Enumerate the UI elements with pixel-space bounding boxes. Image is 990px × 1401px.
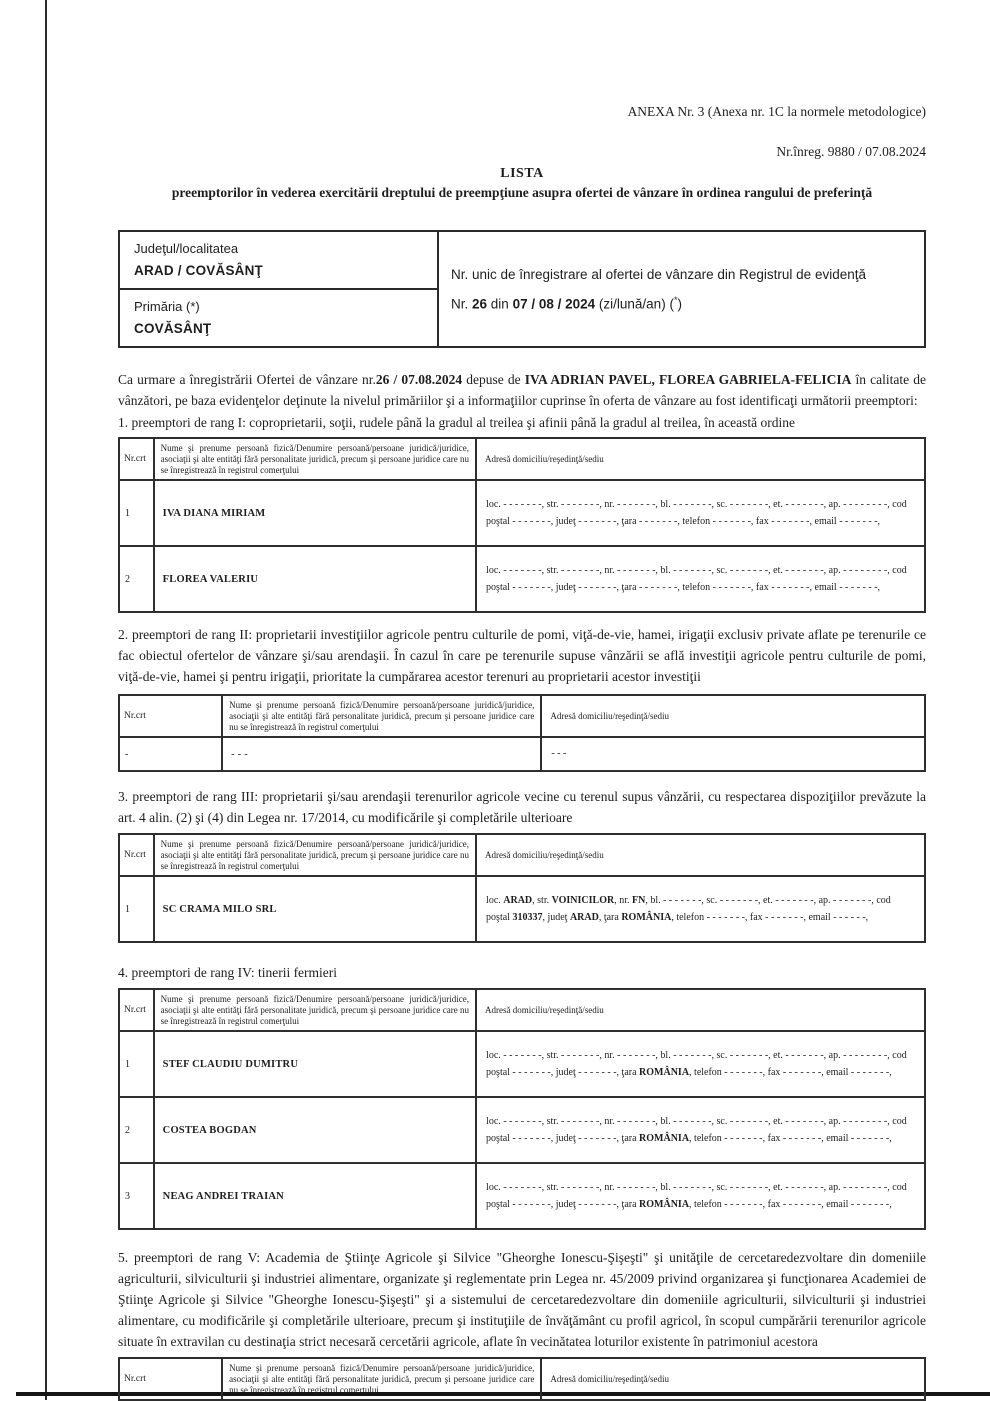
table-row [119,1097,925,1163]
table-header-name: Nume şi prenume persoană fizică/Denumire persoană/persoane juridică/juridice, asociaţii şi alte entităţi fără personalitate juridică, precum şi persoane juridice care nu se înregistrează în registrul comerţului [154,438,476,480]
table-row [119,876,925,942]
row-number-cell: 2 [119,546,154,612]
section-heading-rank5: 5. preemptori de rang V: Academia de Ştiinţe Agricole şi Silvice "Gheorghe Ionescu-Şişeşti" şi unităţile de cercetaredezvoltare din domeniile agriculturii, silviculturii şi industriei alimentare, organizate şi reglementate prin Legea nr. 45/2009 privind organizarea şi funcţionarea Academiei de Ştiinţe Agricole şi Silvice "Gheorghe Ionescu-Şişeşti" şi a sistemului de cercetaredezvoltare din domeniile agriculturii, silviculturii şi industriei alimentare, cu modificările şi completările ulterioare, precum şi instituţiile de învăţământ cu profil agricol, în scopul cumpărării terenurilor agricole situate în extravilan cu destinaţia strict necesară cercetării agricole, aflate în vecinătatea loturilor existente în patrimoniul acestora [118,1250,926,1349]
cityhall-value: COVĂSÂNŢ [134,321,212,336]
preemptors-table [118,988,926,1230]
intro-paragraph: Ca urmare a înregistrării Ofertei de vânzare nr.26 / 07.08.2024 depuse de IVA ADRIAN PAVEL, FLOREA GABRIELA-FELICIA în calitate de vânzători, pe baza evidenţelor deţinute la nivelul primăriilor şi a informaţiilor cuprinse în oferta de vânzare au fost identificaţi următorii preemptori: [118,372,926,408]
preemptor-address-cell: loc. ARAD, str. VOINICILOR, nr. FN, bl. - - - - - - -, sc. - - - - - - -, et. - - - - - - -, ap. - - - - - - -, cod poştal 310337, judeţ ARAD, ţara ROMÂNIA, telefon - - - - - - -, fax - - - - - - -, email - - - - - -, [476,876,925,942]
rank2-table-container [118,694,926,772]
section-heading-rank1: 1. preemptori de rang I: coproprietarii, soţii, rudele până la gradul al treilea şi afinii până la gradul al treilea, în această ordine [118,415,795,430]
preemptor-address-cell: loc. - - - - - - -, str. - - - - - - -, nr. - - - - - - -, bl. - - - - - - -, sc. - - - - - - -, et. - - - - - - -, ap. - - - - - - - -, cod poştal - - - - - - -, judeţ - - - - - - -, ţara - - - - - - -, telefon - - - - - - -, fax - - - - - - -, email - - - - - - -, [476,546,925,612]
preemptor-address-cell: loc. - - - - - - -, str. - - - - - - -, nr. - - - - - - -, bl. - - - - - - -, sc. - - - - - - -, et. - - - - - - -, ap. - - - - - - - -, cod poştal - - - - - - -, judeţ - - - - - - -, ţara ROMÂNIA, telefon - - - - - - -, fax - - - - - - -, email - - - - - - -, [476,1031,925,1097]
preemptors-table [118,437,926,613]
preemptor-address-cell: loc. - - - - - - -, str. - - - - - - -, nr. - - - - - - -, bl. - - - - - - -, sc. - - - - - - -, et. - - - - - - -, ap. - - - - - - - -, cod poştal - - - - - - -, judeţ - - - - - - -, ţara ROMÂNIA, telefon - - - - - - -, fax - - - - - - -, email - - - - - - -, [476,1097,925,1163]
rank3-table-container [118,833,926,943]
table-row [119,737,925,771]
table-header-nrcrt: Nr.crt [119,1358,222,1400]
table-header-nrcrt: Nr.crt [119,989,154,1031]
table-row [119,1163,925,1229]
preemptor-name-cell: IVA DIANA MIRIAM [154,480,476,546]
table-header-address: Adresă domiciliu/reşedinţă/sediu [476,834,925,876]
rank4-table-container [118,988,926,1230]
preemptor-name-cell: STEF CLAUDIU DUMITRU [154,1031,476,1097]
offer-registration-caption: Nr. unic de înregistrare al ofertei de vânzare din Registrul de evidenţă [451,266,866,282]
table-header-address: Adresă domiciliu/reşedinţă/sediu [541,1358,925,1400]
offer-registration-cell [439,232,924,346]
preemptors-table [118,1357,926,1401]
table-header-name: Nume şi prenume persoană fizică/Denumire persoană/persoane juridică/juridice, asociaţii şi alte entităţi fără personalitate juridică, precum şi persoane juridice care nu se înregistrează în registrul comerţului [154,834,476,876]
preemptor-name-cell: COSTEA BOGDAN [154,1097,476,1163]
county-label: Judeţul/localitatea [134,241,239,256]
document-content [118,0,926,1401]
registration-number-line: Nr.înreg. 9880 / 07.08.2024 [776,144,926,159]
preemptor-name-cell: - - - [222,737,541,771]
table-header-address: Adresă domiciliu/reşedinţă/sediu [541,695,925,737]
section-heading-rank3: 3. preemptori de rang III: proprietarii şi/sau arendaşii terenurilor agricole vecine cu terenul supus vânzării, cu respectarea dispoziţiilor prevăzute la art. 4 alin. (2) şi (4) din Legea nr. 17/2014, cu modificările şi completările ulterioare [118,789,926,825]
rank1-table-container [118,437,926,613]
scan-left-edge-line [45,0,47,1400]
offer-registration-value: Nr. 26 din 07 / 08 / 2024 (zi/lună/an) (*) [451,294,682,312]
rank5-table-container [118,1357,926,1401]
cityhall-label: Primăria (*) [134,299,200,314]
table-header-nrcrt: Nr.crt [119,438,154,480]
preemptors-table [118,833,926,943]
preemptor-name-cell: NEAG ANDREI TRAIAN [154,1163,476,1229]
row-number-cell: - [119,737,222,771]
row-number-cell: 2 [119,1097,154,1163]
table-header-name: Nume şi prenume persoană fizică/Denumire persoană/persoane juridică/juridice, asociaţii şi alte entităţi fără personalitate juridică, precum şi persoane juridice care nu se înregistrează în registrul comerţului [154,989,476,1031]
annex-reference: ANEXA Nr. 3 (Anexa nr. 1C la normele metodologice) [627,104,926,119]
section-heading-rank2: 2. preemptori de rang II: proprietarii investiţiilor agricole pentru culturile de pomi, viţă-de-vie, hamei, irigaţii exclusiv private aflate pe terenurile ce fac obiectul ofertelor de vânzare şi/sau arendaşii. În cazul în care pe terenurile supuse vânzării se află investiţii agricole pentru culturile de pomi, viţă-de-vie, hamei şi pentru irigaţii, prioritate la cumpărarea acestor terenuri au proprietarii acestor investiţii [118,627,926,684]
preemptors-table [118,694,926,772]
table-header-nrcrt: Nr.crt [119,695,222,737]
preemptor-address-cell: loc. - - - - - - -, str. - - - - - - -, nr. - - - - - - -, bl. - - - - - - -, sc. - - - - - - -, et. - - - - - - -, ap. - - - - - - - -, cod poştal - - - - - - -, judeţ - - - - - - -, ţara ROMÂNIA, telefon - - - - - - -, fax - - - - - - -, email - - - - - - -, [476,1163,925,1229]
table-row [119,480,925,546]
table-header-nrcrt: Nr.crt [119,834,154,876]
preemptor-name-cell: FLOREA VALERIU [154,546,476,612]
county-value: ARAD / COVĂSÂNŢ [134,263,264,278]
preemptor-address-cell: - - - [541,737,925,771]
table-header-name: Nume şi prenume persoană fizică/Denumire persoană/persoane juridică/juridice, asociaţii şi alte entităţi fără personalitate juridică, precum şi persoane juridice care nu se înregistrează în registrul comerţului [222,695,541,737]
table-header-address: Adresă domiciliu/reşedinţă/sediu [476,438,925,480]
table-row [119,546,925,612]
table-header-address: Adresă domiciliu/reşedinţă/sediu [476,989,925,1031]
row-number-cell: 3 [119,1163,154,1229]
preemptor-name-cell: SC CRAMA MILO SRL [154,876,476,942]
document-subtitle: preemptorilor în vederea exercitării dreptului de preempţiune asupra ofertei de vânzare în ordinea rangului de preferinţă [171,185,873,200]
document-title: LISTA [500,166,544,181]
row-number-cell: 1 [119,876,154,942]
cityhall-cell [120,288,437,346]
preemptor-address-cell: loc. - - - - - - -, str. - - - - - - -, nr. - - - - - - -, bl. - - - - - - -, sc. - - - - - - -, et. - - - - - - -, ap. - - - - - - - -, cod poştal - - - - - - -, judeţ - - - - - - -, ţara - - - - - - -, telefon - - - - - - -, fax - - - - - - -, email - - - - - - -, [476,480,925,546]
county-column [120,232,439,346]
row-number-cell: 1 [119,480,154,546]
table-row [119,1031,925,1097]
county-cell [120,232,437,288]
row-number-cell: 1 [119,1031,154,1097]
county-registration-box [118,230,926,348]
table-header-name: Nume şi prenume persoană fizică/Denumire persoană/persoane juridică/juridice, asociaţii şi alte entităţi fără personalitate juridică, precum şi persoane juridice care nu se înregistrează în registrul comerţului [222,1358,541,1400]
section-heading-rank4: 4. preemptori de rang IV: tinerii fermieri [118,965,338,980]
